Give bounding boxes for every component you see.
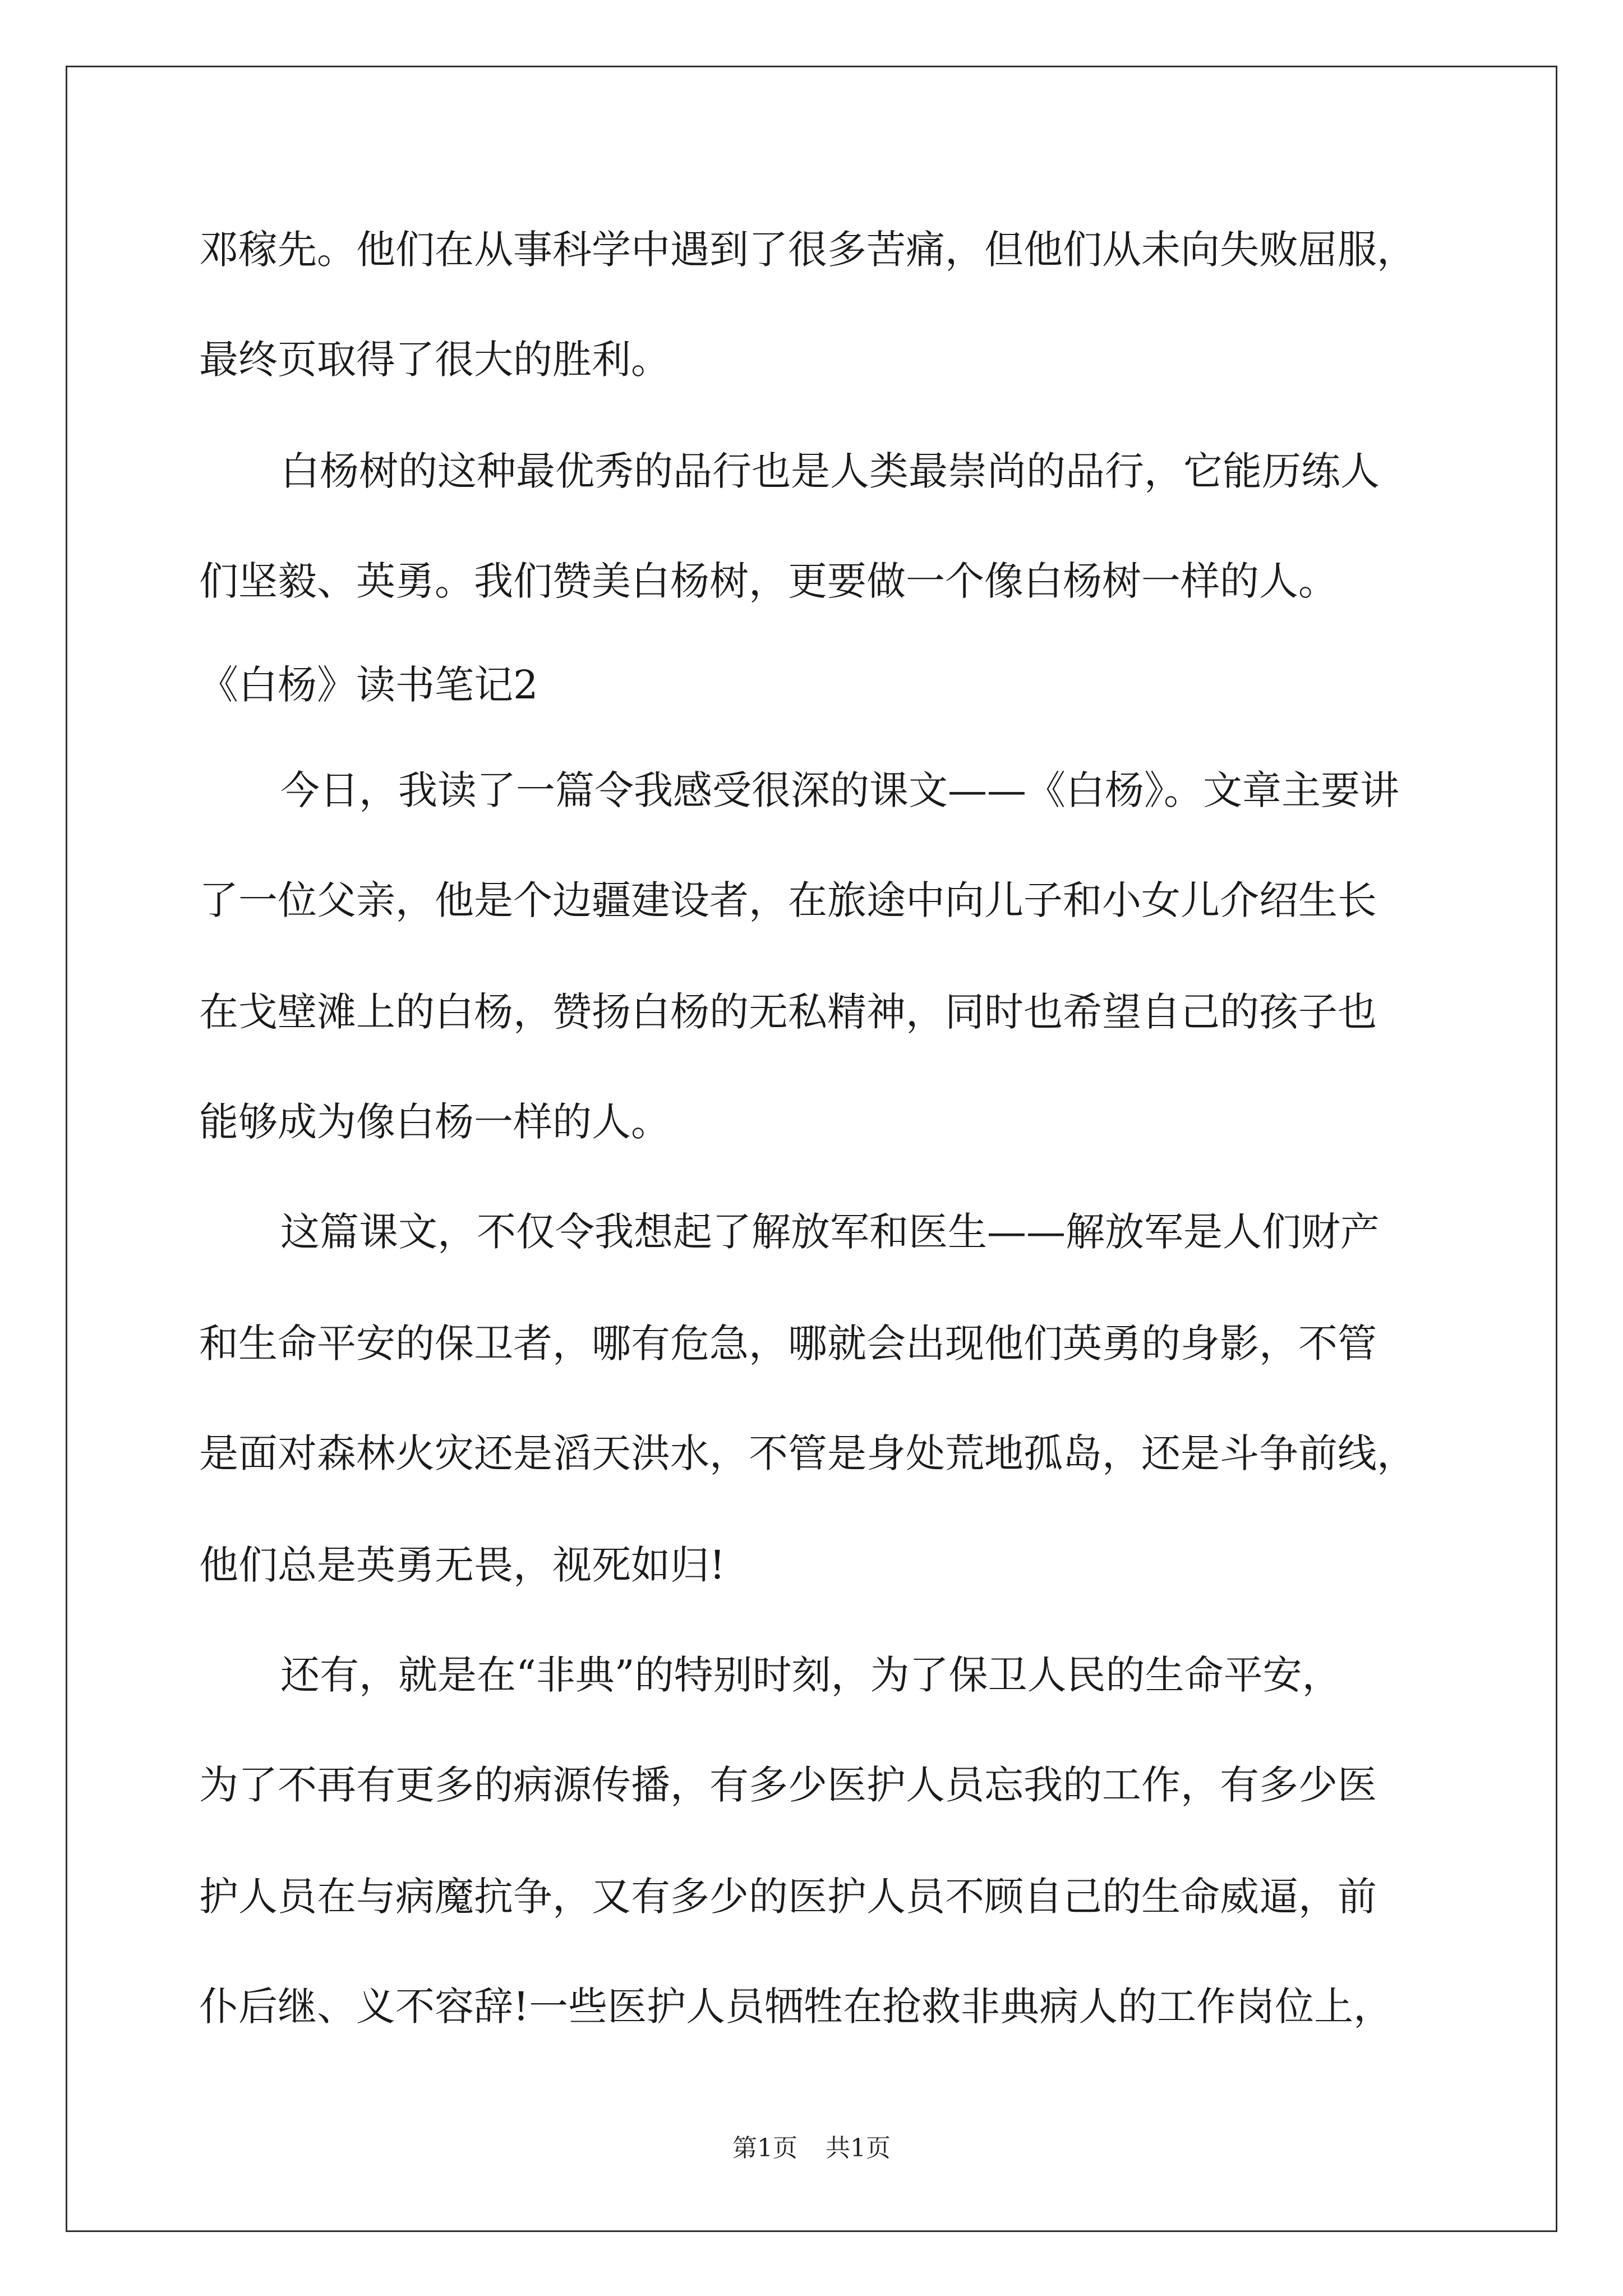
- page-total: 共1页: [826, 2134, 891, 2162]
- text-line: 和生命平安的保卫者，哪有危急，哪就会出现他们英勇的身影，不管: [199, 1320, 1377, 1366]
- paragraph-start: 今日，我读了一篇令我感受很深的课文——《白杨》。文章主要讲: [280, 767, 1399, 813]
- text-line: 仆后继、义不容辞!一些医护人员牺牲在抢救非典病人的工作岗位上，: [199, 1984, 1393, 2030]
- paragraph-start: 还有，就是在“非典”的特别时刻，为了保卫人民的生命平安，: [280, 1652, 1341, 1698]
- text-line: 们坚毅、英勇。我们赞美白杨树，更要做一个像白杨树一样的人。: [199, 558, 1338, 604]
- text-line: 能够成为像白杨一样的人。: [199, 1099, 670, 1145]
- text-line: 护人员在与病魔抗争，又有多少的医护人员不顾自己的生命威逼，前: [199, 1874, 1377, 1920]
- text-line: 为了不再有更多的病源传播，有多少医护人员忘我的工作，有多少医: [199, 1762, 1377, 1808]
- text-line: 最终页取得了很大的胜利。: [199, 337, 670, 383]
- text-line: 邓稼先。他们在从事科学中遇到了很多苦痛，但他们从未向失败屈服，: [199, 227, 1416, 273]
- section-heading: 《白杨》读书笔记2: [199, 662, 538, 708]
- text-line: 在戈壁滩上的白杨，赞扬白杨的无私精神，同时也希望自己的孩子也: [199, 989, 1377, 1035]
- text-line: 他们总是英勇无畏，视死如归!: [199, 1542, 726, 1588]
- paragraph-start: 白杨树的这种最优秀的品行也是人类最崇尚的品行，它能历练人: [280, 448, 1380, 494]
- page-footer: [0, 2132, 1623, 2165]
- text-line: 了一位父亲，他是个边疆建设者，在旅途中向儿子和小女儿介绍生长: [199, 877, 1377, 923]
- paragraph-start: 这篇课文，不仅令我想起了解放军和医生——解放军是人们财产: [280, 1209, 1380, 1255]
- page-number: 第1页: [732, 2134, 797, 2162]
- text-line: 是面对森林火灾还是滔天洪水，不管是身处荒地孤岛，还是斗争前线，: [199, 1430, 1416, 1476]
